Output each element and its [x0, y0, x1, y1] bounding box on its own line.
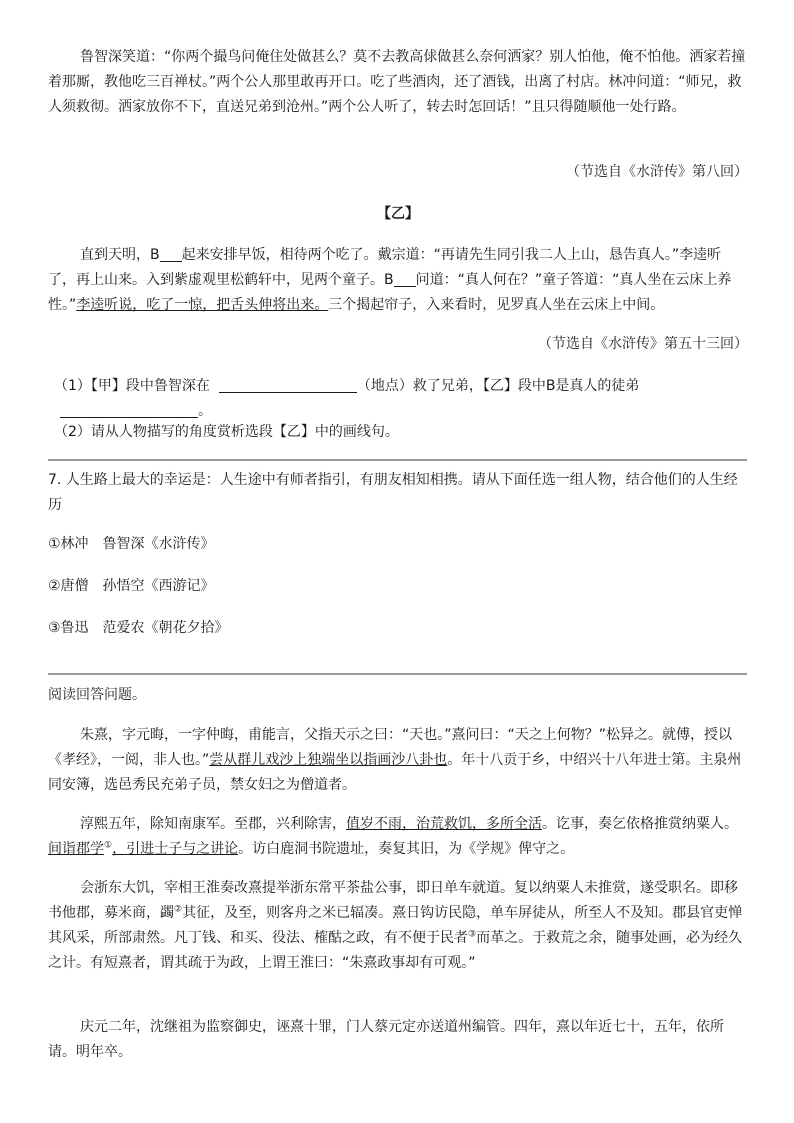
section-divider	[48, 673, 747, 675]
answer-blank[interactable]	[394, 270, 416, 287]
answer-blank[interactable]	[160, 245, 182, 262]
passage-jia-paragraph: 鲁智深笑道：“你两个撮鸟问俺住处做甚么？莫不去教高俅做甚么奈何洒家？别人怕他，俺不怕他。洒家若撞着那厮，教他吃三百禅杖。”两个公人那里敢再开口。吃了些酒肉，还了酒钱，出离了村店。林冲问道：“师兄，救人须救彻。洒家放你不下，直送兄弟到沧州。”两个公人听了，转去时怎回话！”且只得随顺他一处行路。	[48, 49, 746, 115]
footnote-marker: ②	[174, 904, 183, 915]
underlined-sentence: 间诣郡学	[48, 841, 104, 857]
question-2: （2）请从人物描写的角度赏析选段【乙】中的画线句。	[54, 424, 399, 440]
source-citation-1: （节选自《水浒传》第八回）	[566, 164, 748, 180]
underlined-sentence: ，引进士子与之讲论	[112, 841, 239, 857]
zhuxi-paragraph-2: 淳熙五年，除知南康军。至郡，兴利除害，值岁不雨，治荒救饥，多所全活。讫事，奏乞依格推赏纳粟人。间诣郡学①，引进士子与之讲论。访白鹿洞书院遗址，奏复其旧，为《学规》俾守之。	[48, 816, 738, 857]
passage-yi-paragraph: 直到天明，B 起来安排早饭，相待两个吃了。戴宗道：“再请先生同引我二人上山，恳告真人。”李逵听了，再上山来。入到紫虚观里松鹤轩中，见两个童子。B 问道：“真人何在？”童子答道：“真人坐在云床上养性。”李逵听说，吃了一惊，把舌头伸将出来。三个揭起帘子，入来看时，见罗真人坐在云床上中间。	[48, 247, 732, 313]
footnote-marker: ①	[104, 840, 113, 851]
location-answer-blank[interactable]	[219, 376, 357, 393]
footnote-marker: ③	[468, 929, 477, 940]
disciple-answer-blank[interactable]	[60, 401, 198, 418]
zhuxi-paragraph-4: 庆元二年，沈继祖为监察御史，诬熹十罪，门人蔡元定亦送道州编管。四年，熹以年近七十，五年，依所请。明年卒。	[48, 1019, 724, 1060]
zhuxi-paragraph-1: 朱熹，字元晦，一字仲晦，甫能言，父指天示之曰：“天也。”熹问曰：“天之上何物？”松异之。就傅，授以《孝经》，一阅，非人也。”尝从群儿戏沙上独端坐以指画沙八卦也。年十八贡于乡，中绍兴十八年进士第。主泉州同安簿，选邑秀民充弟子员，禁女妇之为僧道者。	[48, 727, 742, 793]
source-citation-2: （节选自《水浒传》第五十三回）	[538, 336, 748, 352]
underlined-sentence: 李逵听说，吃了一惊，把舌头伸将出来。	[76, 297, 329, 313]
question-7: 7. 人生路上最大的幸运是：人生途中有师者指引，有朋友相知相携。请从下面任选一组人物，结合他们的人生经历	[48, 472, 738, 513]
zhuxi-paragraph-3: 会浙东大饥，宰相王淮奏改熹提举浙东常平茶盐公事，即日单车就道。复以纳粟人未推赏，遂受职名。即移书他郡，募米商，蠲②其征，及至，则客舟之米已辐凑。熹日钩访民隐，单车屏徒从，所至人不及知。郡县官吏惮其风采，所部肃然。凡丁钱、和买、役法、榷酤之政，有不便于民者③而革之。于救荒之余，随事处画，必为经久之计。有短熹者，谓其疏于为政，上谓王淮曰：“朱熹政事却有可观。”	[48, 880, 743, 971]
option-3: ③鲁迅 范爱农《朝花夕拾》	[48, 620, 229, 636]
option-2: ②唐僧 孙悟空《西游记》	[48, 578, 215, 594]
section-divider	[48, 459, 747, 461]
underlined-sentence: 值岁不雨，治荒救饥，多所全活	[346, 816, 542, 832]
reading-instruction: 阅读回答问题。	[48, 687, 146, 703]
heading-yi: 【乙】	[377, 206, 419, 222]
option-1: ①林冲 鲁智深《水浒传》	[48, 536, 215, 552]
question-1: （1）【甲】段中鲁智深在 （地点）救了兄弟，【乙】段中B是真人的徒弟 。	[54, 378, 640, 419]
underlined-sentence: 尝从群儿戏沙上独端坐以指画沙八卦也	[209, 752, 448, 768]
